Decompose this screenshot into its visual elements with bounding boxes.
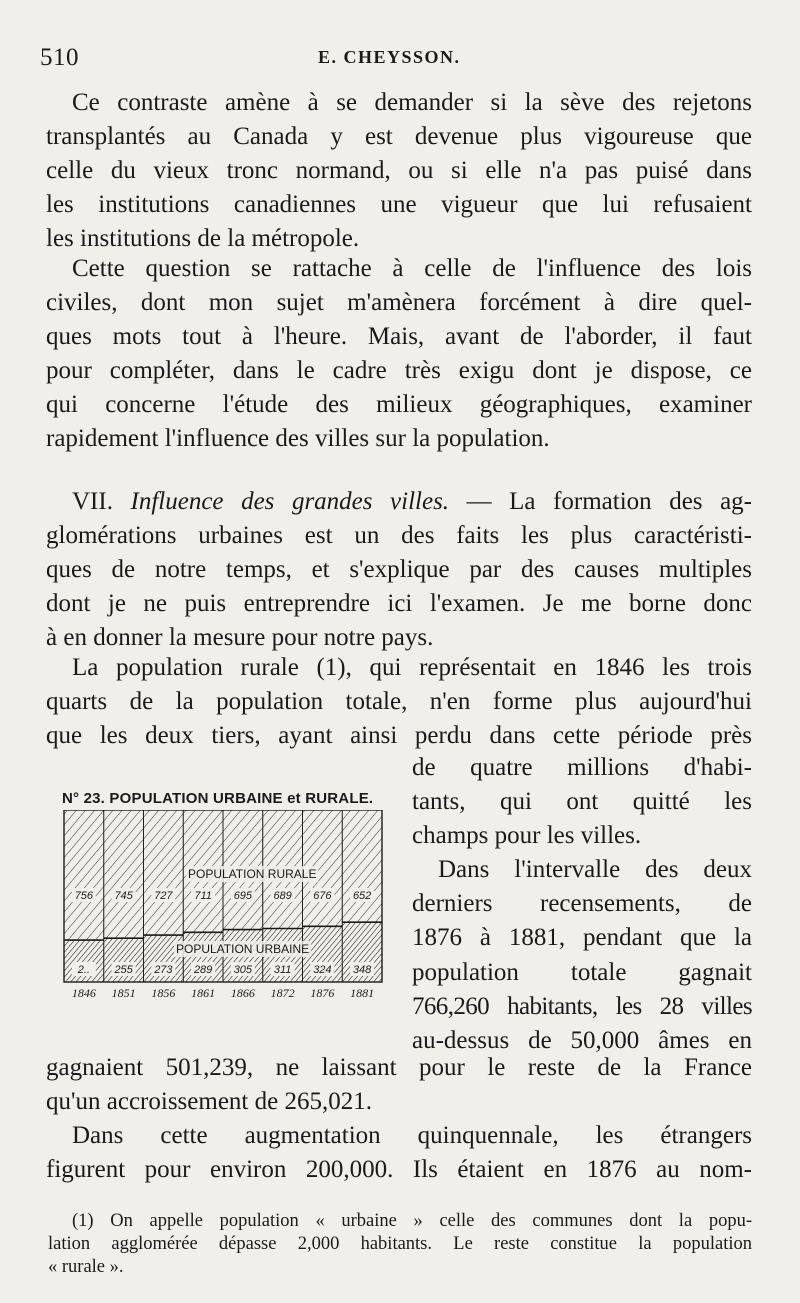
- section-title: Influence des grandes villes.: [130, 488, 450, 515]
- text-line: Ce contraste amène à se demander si la sève des rejetons: [72, 89, 752, 116]
- text-line: dont je ne puis entreprendre ici l'examen. Je me borne donc: [46, 590, 752, 618]
- value-label-rural: 727: [154, 890, 173, 902]
- page-number: 510: [40, 44, 79, 71]
- footnote-line: (1) On appelle population « urbaine » celle des communes dont la popu-: [72, 1211, 752, 1231]
- x-tick-label: 1846: [71, 986, 96, 1000]
- text-line: transplantés au Canada y est devenue plus vigoureuse que: [46, 123, 752, 151]
- text-line: glomérations urbaines est un des faits les plus caractéristi-: [46, 522, 752, 550]
- footnote: [48, 1210, 752, 1279]
- paragraph-contraste: [46, 86, 752, 256]
- text-line: quarts de la population totale, n'en forme plus aujourd'hui: [46, 688, 752, 716]
- value-label-rural: 695: [233, 890, 253, 902]
- figure-23: [58, 790, 388, 1010]
- paragraph-continuation: [46, 1051, 752, 1187]
- text-line: civiles, dont mon sujet m'amènera forcément à dire quel-: [46, 289, 752, 317]
- text-line: ques mots tout à l'heure. Mais, avant de l'aborder, il faut: [46, 323, 752, 351]
- value-label-urban: 289: [193, 964, 213, 976]
- text-line: figurent pour environ 200,000. Ils étaient en 1876 au nom-: [46, 1156, 752, 1184]
- text-line: ques de notre temps, et s'explique par des causes multiples: [46, 556, 752, 584]
- value-label-urban: 2..: [77, 964, 90, 976]
- value-label-rural: 711: [194, 890, 212, 902]
- text-line: à en donner la mesure pour notre pays.: [46, 624, 434, 652]
- overlay-label-rurale: POPULATION RURALE: [188, 867, 317, 881]
- text-line: derniers recensements, de: [412, 890, 752, 918]
- text-line: Dans cette augmentation quinquennale, les étrangers: [72, 1122, 752, 1150]
- running-head: E. CHEYSSON.: [318, 47, 461, 67]
- paragraph-question: [46, 252, 752, 457]
- x-axis-ticks: [72, 986, 374, 1000]
- text-line: gagnaient 501,239, ne laissant pour le reste de la France: [46, 1054, 752, 1081]
- page-header: [0, 44, 800, 74]
- x-tick-label: 1872: [270, 986, 295, 1000]
- text-line: — La formation des ag-: [449, 488, 752, 515]
- value-label-urban: 324: [313, 964, 332, 976]
- text-line: Cette question se rattache à celle de l'influence des lois: [72, 255, 752, 282]
- text-line: au-dessus de 50,000 âmes en: [412, 1026, 752, 1054]
- paragraph-population-rurale: [46, 651, 752, 753]
- bar-rural-1881: [342, 810, 382, 922]
- text-line: La population rurale (1), qui représentait en 1846 les trois: [72, 654, 752, 681]
- bar-rural-1856: [144, 810, 184, 935]
- text-line: que les deux tiers, ayant ainsi perdu dans cette période près: [46, 722, 752, 750]
- x-tick-label: 1866: [230, 986, 255, 1000]
- bar-rural-1846: [64, 810, 104, 940]
- text-line: Dans l'intervalle des deux: [438, 856, 752, 884]
- text-line: population totale gagnait: [412, 958, 752, 986]
- value-label-rural: 652: [352, 890, 372, 902]
- value-label-rural: 756: [74, 890, 94, 902]
- wrapped-text-column: [412, 751, 752, 1058]
- value-label-urban: 305: [233, 964, 253, 976]
- x-tick-label: 1856: [151, 986, 176, 1000]
- population-chart: [58, 810, 388, 1010]
- footnote-line: lation agglomérée dépasse 2,000 habitants. Le reste constitue la population: [48, 1234, 752, 1254]
- text-line: celle du vieux tronc normand, ou si elle n'a pas puisé dans: [46, 157, 752, 185]
- text-line: rapidement l'influence des villes sur la population.: [46, 425, 550, 453]
- value-label-rural: 745: [114, 890, 133, 902]
- text-line: pour compléter, dans le cadre très exigu dont je dispose, ce: [46, 357, 752, 385]
- figure-caption: N° 23. POPULATION URBAINE et RURALE.: [62, 790, 374, 807]
- text-line: les institutions canadiennes une vigueur que lui refusaient: [46, 191, 752, 219]
- text-line: tants, qui ont quitté les: [412, 788, 752, 816]
- bar-rural-1851: [104, 810, 144, 938]
- overlay-label-urbaine: POPULATION URBAINE: [176, 942, 310, 956]
- x-tick-label: 1861: [191, 986, 216, 1000]
- value-label-rural: 689: [273, 890, 292, 902]
- x-tick-label: 1851: [111, 986, 136, 1000]
- text-line: les institutions de la métropole.: [46, 225, 360, 253]
- section-vii: [46, 485, 752, 655]
- x-tick-label: 1876: [310, 986, 335, 1000]
- text-line: qu'un accroissement de 265,021.: [46, 1088, 372, 1116]
- value-label-urban: 311: [273, 964, 292, 976]
- value-label-urban: 255: [114, 964, 133, 976]
- text-line: qui concerne l'étude des milieux géographiques, examiner: [46, 391, 752, 419]
- x-tick-label: 1881: [350, 986, 375, 1000]
- value-label-urban: 273: [154, 964, 173, 976]
- text-line: 1876 à 1881, pendant que la: [412, 924, 752, 952]
- text-line: champs pour les villes.: [412, 822, 642, 850]
- text-line: de quatre millions d'habi-: [412, 754, 752, 781]
- section-heading-line: [46, 485, 752, 519]
- section-number: VII.: [72, 488, 113, 515]
- value-label-rural: 676: [313, 890, 332, 902]
- value-label-urban: 348: [352, 964, 372, 976]
- text-line: 766,260 habitants, les 28 villes: [412, 992, 752, 1020]
- footnote-line: « rurale ».: [48, 1257, 124, 1277]
